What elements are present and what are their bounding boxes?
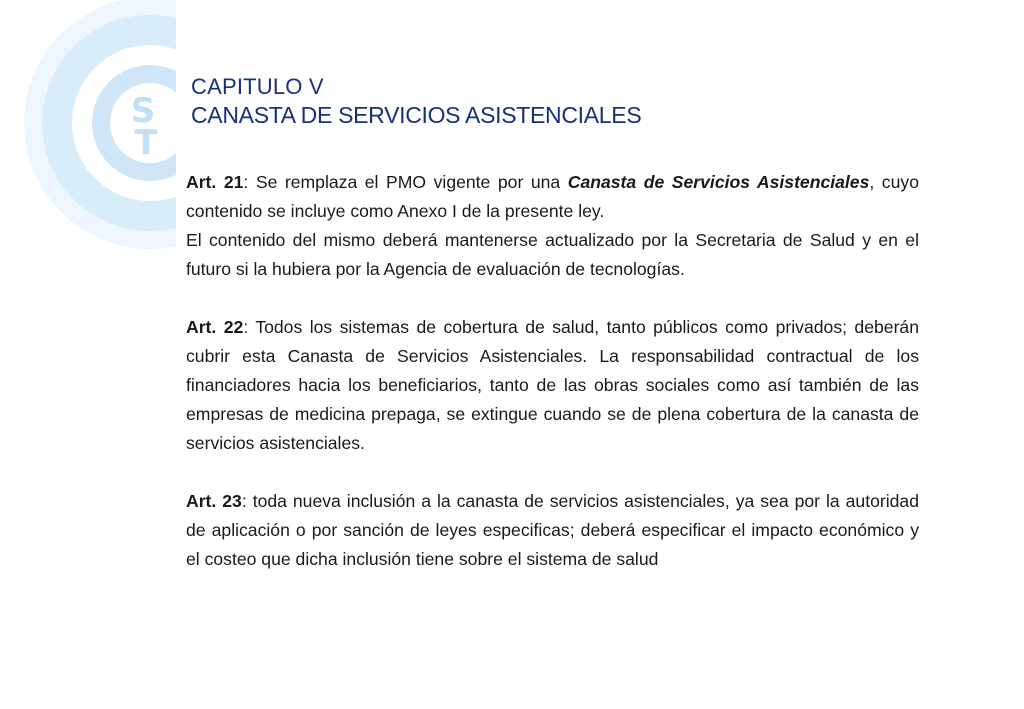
article-22-paragraph: [186, 313, 919, 458]
page-heading: [191, 74, 641, 130]
article-21-second-paragraph: El contenido del mismo deberá mantenerse actualizado por la Secretaria de Salud y en el futuro si la hubiera por la Agencia de evaluación de tecnologías.: [186, 230, 919, 279]
page-title: CANASTA DE SERVICIOS ASISTENCIALES: [191, 102, 642, 128]
article-21-text-before: : Se remplaza el PMO vigente por una: [243, 172, 568, 192]
article-23-text: : toda nueva inclusión a la canasta de servicios asistenciales, ya sea por la autoridad de aplicación o por sanción de leyes especificas; deberá especificar el impacto económico y el costeo que dicha inclusión tiene sobre el sistema de salud: [186, 491, 919, 569]
article-22-number: Art. 22: [186, 317, 244, 337]
st-logo: [0, 0, 176, 260]
article-23-number: Art. 23: [186, 491, 242, 511]
article-23-paragraph: [186, 487, 919, 574]
article-21-text-after: , cuyo contenido se incluye como Anexo I de la presente ley.: [186, 172, 919, 221]
logo-letter-s: S: [130, 91, 156, 131]
article-21-emphasis: Canasta de Servicios Asistenciales: [567, 172, 870, 192]
article-21-number: Art. 21: [186, 172, 244, 192]
document-body: [186, 168, 919, 574]
chapter-label: CAPITULO V: [191, 74, 324, 99]
article-22-text: : Todos los sistemas de cobertura de salud, tanto públicos como privados; deberán cubrir esta Canasta de Servicios Asistenciales. La responsabilidad contractual de los financiadores hacia los beneficiarios, tanto de las obras sociales como así también de las empresas de medicina prepaga, se extingue cuando se de plena cobertura de la canasta de servicios asistenciales.: [186, 317, 919, 453]
article-21-paragraph: [186, 168, 919, 226]
logo-letter-t: T: [134, 123, 158, 163]
